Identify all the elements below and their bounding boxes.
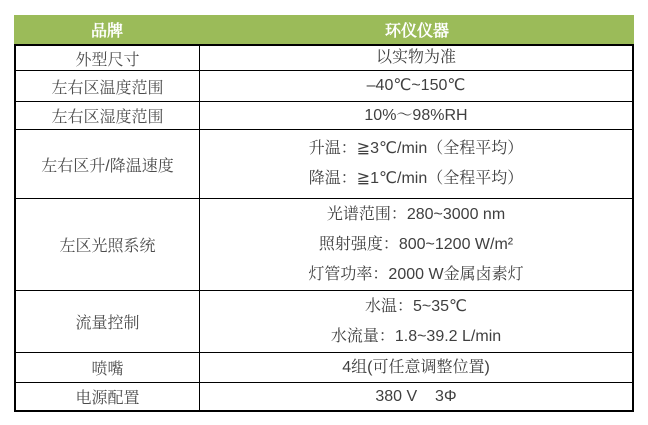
value-line: 降温：≧1℃/min（全程平均） <box>308 170 524 187</box>
row-value-nozzle <box>200 353 632 382</box>
row-label-temperature-range: 左右区温度范围 <box>16 71 200 101</box>
row-value-temperature-range <box>200 71 632 101</box>
value-line: 光谱范围：280~3000 nm <box>326 205 506 223</box>
value-line: 水温：5~35℃ <box>364 297 467 315</box>
value-line: 水流量：1.8~39.2 L/min <box>330 327 502 345</box>
table-row <box>16 70 632 101</box>
value-line: 380 V 3Φ <box>375 387 457 405</box>
table-row <box>16 198 632 290</box>
row-value-flow-control <box>200 291 632 352</box>
row-label-flow-control: 流量控制 <box>16 291 200 352</box>
value-line: 灯管功率：2000 W金属卤素灯 <box>308 265 524 283</box>
value-line: 10%～98%RH <box>364 106 468 124</box>
row-label-power-config: 电源配置 <box>16 383 200 410</box>
row-value-ramp-rate <box>200 130 632 198</box>
row-value-humidity-range <box>200 102 632 129</box>
header-brand-label: 品牌 <box>90 23 123 40</box>
row-label-humidity-range: 左右区湿度范围 <box>16 102 200 129</box>
table-header-row <box>14 15 634 44</box>
row-label-light-system: 左区光照系统 <box>16 199 200 290</box>
table-row <box>16 382 632 410</box>
value-line: 升温：≧3℃/min（全程平均） <box>308 140 524 157</box>
row-label-ramp-rate: 左右区升/降温速度 <box>16 130 200 198</box>
value-line: –40℃~150℃ <box>366 77 466 94</box>
row-value-dimensions <box>200 46 632 70</box>
table-body <box>14 44 634 412</box>
table-row <box>16 129 632 198</box>
table-row <box>16 46 632 70</box>
table-row <box>16 352 632 382</box>
value-line: 4组(可任意调整位置) <box>342 358 490 376</box>
row-value-power-config <box>200 383 632 410</box>
row-value-light-system <box>200 199 632 290</box>
table-row <box>16 101 632 129</box>
value-line: 照射强度：800~1200 W/m² <box>318 235 514 253</box>
value-line: 以实物为准 <box>375 49 456 66</box>
table-row <box>16 290 632 352</box>
row-label-dimensions: 外型尺寸 <box>16 46 200 70</box>
specification-table <box>14 15 634 412</box>
row-label-nozzle: 喷嘴 <box>16 353 200 382</box>
header-brand-value: 环仪仪器 <box>384 23 449 40</box>
